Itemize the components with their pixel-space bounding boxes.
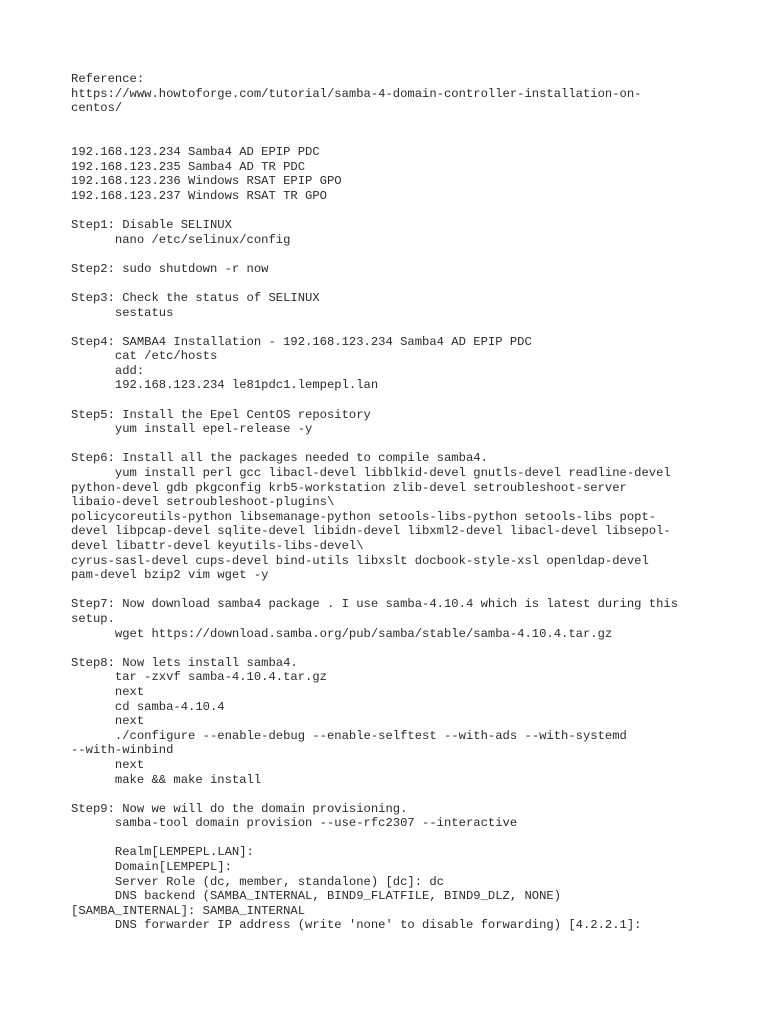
spacer — [71, 247, 761, 262]
step3-command: sestatus — [71, 305, 174, 320]
host-entry: 192.168.123.234 Samba4 AD EPIP PDC — [71, 144, 320, 159]
step6-line: devel libpcap-devel sqlite-devel libidn-devel libxml2-devel libacl-devel libsepol- — [71, 524, 671, 539]
step3-title: Step3: Check the status of SELINUX — [71, 290, 320, 305]
step6-title: Step6: Install all the packages needed to compile samba4. — [71, 451, 488, 466]
step9-title: Step9: Now we will do the domain provisioning. — [71, 801, 408, 816]
step6-line: libaio-devel setroubleshoot-plugins\ — [71, 495, 335, 510]
spacer — [71, 276, 761, 291]
step4-line: cat /etc/hosts — [71, 349, 218, 364]
step8-line: next — [71, 714, 145, 729]
step9-line: DNS backend (SAMBA_INTERNAL, BIND9_FLATFILE, BIND9_DLZ, NONE) — [71, 889, 562, 904]
step9-line: [SAMBA_INTERNAL]: SAMBA_INTERNAL — [71, 903, 306, 918]
spacer — [71, 130, 761, 145]
host-entry: 192.168.123.236 Windows RSAT EPIP GPO — [71, 174, 342, 189]
step5-command: yum install epel-release -y — [71, 422, 313, 437]
document-body — [71, 72, 761, 933]
step4-line: 192.168.123.234 le81pdc1.lempepl.lan — [71, 378, 379, 393]
step5-title: Step5: Install the Epel CentOS repository — [71, 407, 371, 422]
step9-command: samba-tool domain provision --use-rfc2307 --interactive — [71, 816, 518, 831]
step8-title: Step8: Now lets install samba4. — [71, 655, 298, 670]
step4-line: add: — [71, 363, 145, 378]
step1-command: nano /etc/selinux/config — [71, 232, 291, 247]
step2-title: Step2: sudo shutdown -r now — [71, 261, 269, 276]
step8-line: next — [71, 757, 145, 772]
spacer — [71, 203, 761, 218]
step9-line: Realm[LEMPEPL.LAN]: — [71, 845, 254, 860]
step4-title: Step4: SAMBA4 Installation - 192.168.123.234 Samba4 AD EPIP PDC — [71, 334, 532, 349]
step7-command: wget https://download.samba.org/pub/samba/stable/samba-4.10.4.tar.gz — [71, 626, 613, 641]
step6-line: policycoreutils-python libsemanage-python setools-libs-python setools-libs popt- — [71, 509, 657, 524]
step8-line: tar -zxvf samba-4.10.4.tar.gz — [71, 670, 327, 685]
step8-line: make && make install — [71, 772, 262, 787]
step8-line: cd samba-4.10.4 — [71, 699, 225, 714]
step6-line: python-devel gdb pkgconfig krb5-workstation zlib-devel setroubleshoot-server — [71, 480, 627, 495]
host-entry: 192.168.123.235 Samba4 AD TR PDC — [71, 159, 306, 174]
step6-line: yum install perl gcc libacl-devel libblkid-devel gnutls-devel readline-devel — [71, 466, 671, 481]
spacer — [71, 583, 761, 598]
step1-title: Step1: Disable SELINUX — [71, 217, 232, 232]
spacer — [71, 641, 761, 656]
spacer — [71, 393, 761, 408]
spacer — [71, 116, 761, 131]
spacer — [71, 437, 761, 452]
step7-title-cont: setup. — [71, 611, 115, 626]
reference-url-line-1: https://www.howtoforge.com/tutorial/samba-4-domain-controller-installation-on- — [71, 86, 642, 101]
step7-title: Step7: Now download samba4 package . I use samba-4.10.4 which is latest during this — [71, 597, 679, 612]
host-entry: 192.168.123.237 Windows RSAT TR GPO — [71, 188, 327, 203]
spacer — [71, 787, 761, 802]
step8-line: ./configure --enable-debug --enable-selftest --with-ads --with-systemd — [71, 728, 627, 743]
step6-line: cyrus-sasl-devel cups-devel bind-utils libxslt docbook-style-xsl openldap-devel — [71, 553, 649, 568]
reference-url-line-2: centos/ — [71, 101, 123, 116]
step8-line: --with-winbind — [71, 743, 174, 758]
step6-line: pam-devel bzip2 vim wget -y — [71, 568, 269, 583]
step8-line: next — [71, 684, 145, 699]
reference-label: Reference: — [71, 72, 145, 86]
spacer — [71, 320, 761, 335]
step9-line: Domain[LEMPEPL]: — [71, 860, 232, 875]
spacer — [71, 831, 761, 846]
step9-line: Server Role (dc, member, standalone) [dc]: dc — [71, 874, 444, 889]
step9-line: DNS forwarder IP address (write 'none' to disable forwarding) [4.2.2.1]: — [71, 918, 642, 933]
step6-line: devel libattr-devel keyutils-libs-devel\ — [71, 539, 364, 553]
